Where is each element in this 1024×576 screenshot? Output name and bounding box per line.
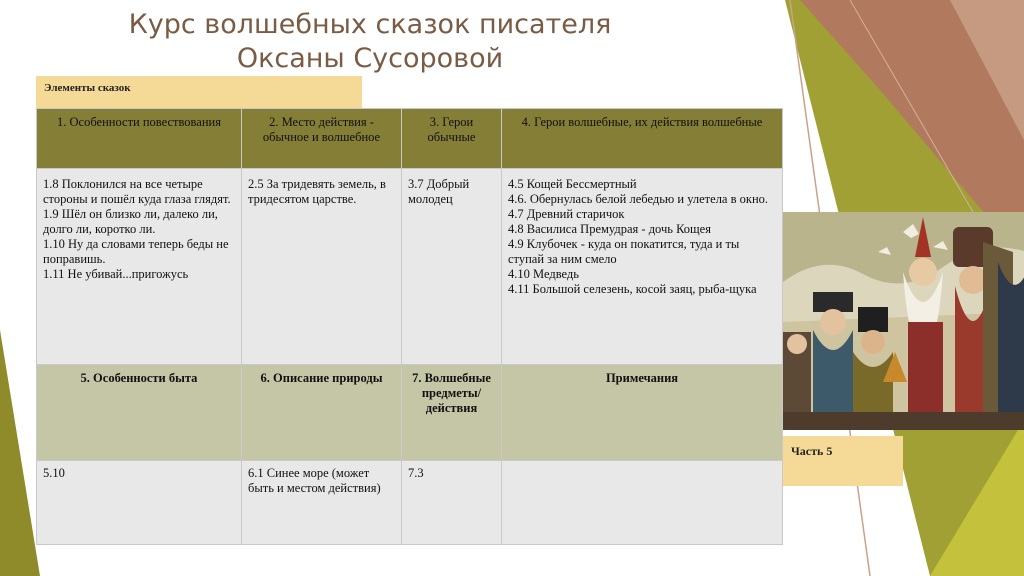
- header-cell-nature: 6. Описание природы: [242, 365, 402, 461]
- cell-notes: [502, 461, 783, 545]
- header-cell-magic-items: 7. Волшебные предметы/ действия: [402, 365, 502, 461]
- cell-line: 4.9 Клубочек - куда он покатится, туда и ты ступай за ним смело: [508, 237, 740, 266]
- page-title: [60, 8, 680, 76]
- header-cell-narration: 1. Особенности повествования: [37, 109, 242, 169]
- cell-line: 2.5 За тридевять земель, в тридесятом царстве.: [248, 177, 386, 206]
- cell-line: 1.10 Ну да словами теперь беды не поправишь.: [43, 237, 229, 266]
- cell-line: 3.7 Добрый молодец: [408, 177, 470, 206]
- cell-magic-items: 7.3: [402, 461, 502, 545]
- header-cell-magic-heroes: 4. Герои волшебные, их действия волшебные: [502, 109, 783, 169]
- cell-line: 1.8 Поклонился на все четыре стороны и пошёл куда глаза глядят.: [43, 177, 231, 206]
- cell-line: 4.8 Василиса Премудрая - дочь Кощея: [508, 222, 711, 236]
- header-cell-ordinary-heroes: 3. Герои обычные: [402, 109, 502, 169]
- cell-everyday-life: 5.10: [37, 461, 242, 545]
- elements-label: Элементы сказок: [36, 76, 362, 110]
- cell-line: 1.11 Не убивай...пригожусь: [43, 267, 189, 281]
- cell-place: [242, 169, 402, 365]
- cell-narration: [37, 169, 242, 365]
- part-label: Часть 5: [783, 436, 903, 486]
- fairy-tale-illustration-icon: [783, 212, 1024, 430]
- cell-line: 4.11 Большой селезень, косой заяц, рыба-щука: [508, 282, 757, 296]
- cell-line: 4.7 Древний старичок: [508, 207, 625, 221]
- table-row: [37, 461, 783, 545]
- fairy-elements-table: [36, 108, 783, 545]
- cell-line: 4.10 Медведь: [508, 267, 579, 281]
- cell-line: 4.5 Кощей Бессмертный: [508, 177, 637, 191]
- header-cell-notes: Примечания: [502, 365, 783, 461]
- header-cell-place: 2. Место действия - обычное и волшебное: [242, 109, 402, 169]
- table-header-row-2: [37, 365, 783, 461]
- left-corner-shape: [0, 330, 40, 576]
- cell-line: 4.6. Обернулась белой лебедью и улетела в окно.: [508, 192, 769, 206]
- table-header-row: [37, 109, 783, 169]
- table-row: [37, 169, 783, 365]
- title-line-1: Курс волшебных сказок писателя: [128, 9, 612, 40]
- header-cell-everyday-life: 5. Особенности быта: [37, 365, 242, 461]
- cell-line: 1.9 Шёл он близко ли, далеко ли, долго ли, коротко ли.: [43, 207, 218, 236]
- title-line-2: Оксаны Сусоровой: [236, 43, 504, 74]
- cell-nature: 6.1 Синее море (может быть и местом действия): [242, 461, 402, 545]
- cell-magic-heroes: [502, 169, 783, 365]
- cell-ordinary-heroes: [402, 169, 502, 365]
